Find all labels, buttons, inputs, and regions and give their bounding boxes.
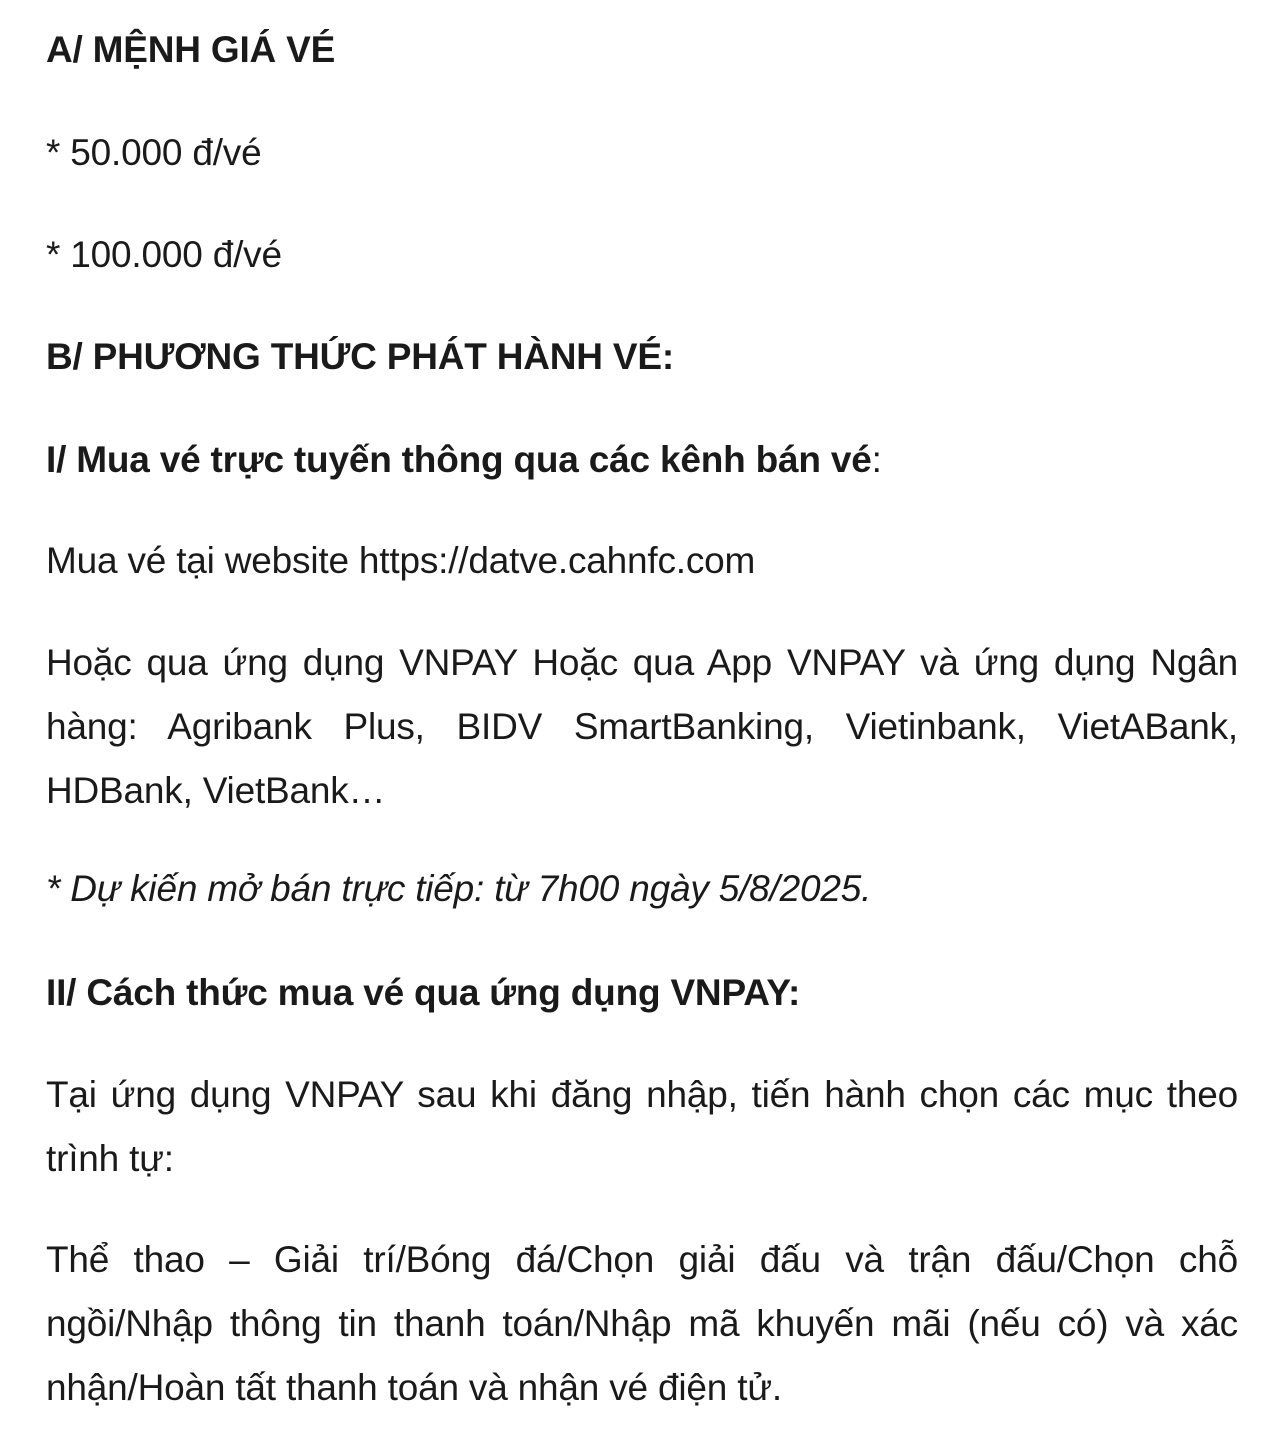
price-item-50000: * 50.000 đ/vé — [46, 132, 262, 173]
part-i-heading-colon: : — [871, 439, 882, 480]
part-i-heading — [46, 428, 1238, 492]
vnpay-intro-paragraph: Tại ứng dụng VNPAY sau khi đăng nhập, tiến hành chọn các mục theo trình tự: — [46, 1074, 1238, 1179]
website-line — [46, 529, 1238, 593]
sale-date-note: * Dự kiến mở bán trực tiếp: từ 7h00 ngày 5/8/2025. — [46, 868, 872, 909]
section-b-heading: B/ PHƯƠNG THỨC PHÁT HÀNH VÉ: — [46, 336, 674, 377]
website-url-link[interactable]: https://datve.cahnfc.com — [358, 540, 756, 581]
website-prefix: Mua vé tại website — [46, 540, 359, 581]
section-a-heading: A/ MỆNH GIÁ VÉ — [46, 29, 336, 70]
part-i-heading-text: I/ Mua vé trực tuyến thông qua các kênh bán vé — [46, 439, 872, 480]
part-ii-heading: II/ Cách thức mua vé qua ứng dụng VNPAY: — [46, 972, 801, 1013]
vnpay-steps-paragraph: Thể thao – Giải trí/Bóng đá/Chọn giải đấu và trận đấu/Chọn chỗ ngồi/Nhập thông tin thanh toán/Nhập mã khuyến mãi (nếu có) và xác nhận/Hoàn tất thanh toán và nhận vé điện tử. — [46, 1239, 1238, 1408]
sales-channels-paragraph: Hoặc qua ứng dụng VNPAY Hoặc qua App VNPAY và ứng dụng Ngân hàng: Agribank Plus, BIDV SmartBanking, Vietinbank, VietABank, HDBank, VietBank… — [46, 642, 1238, 811]
price-item-100000: * 100.000 đ/vé — [46, 234, 282, 275]
